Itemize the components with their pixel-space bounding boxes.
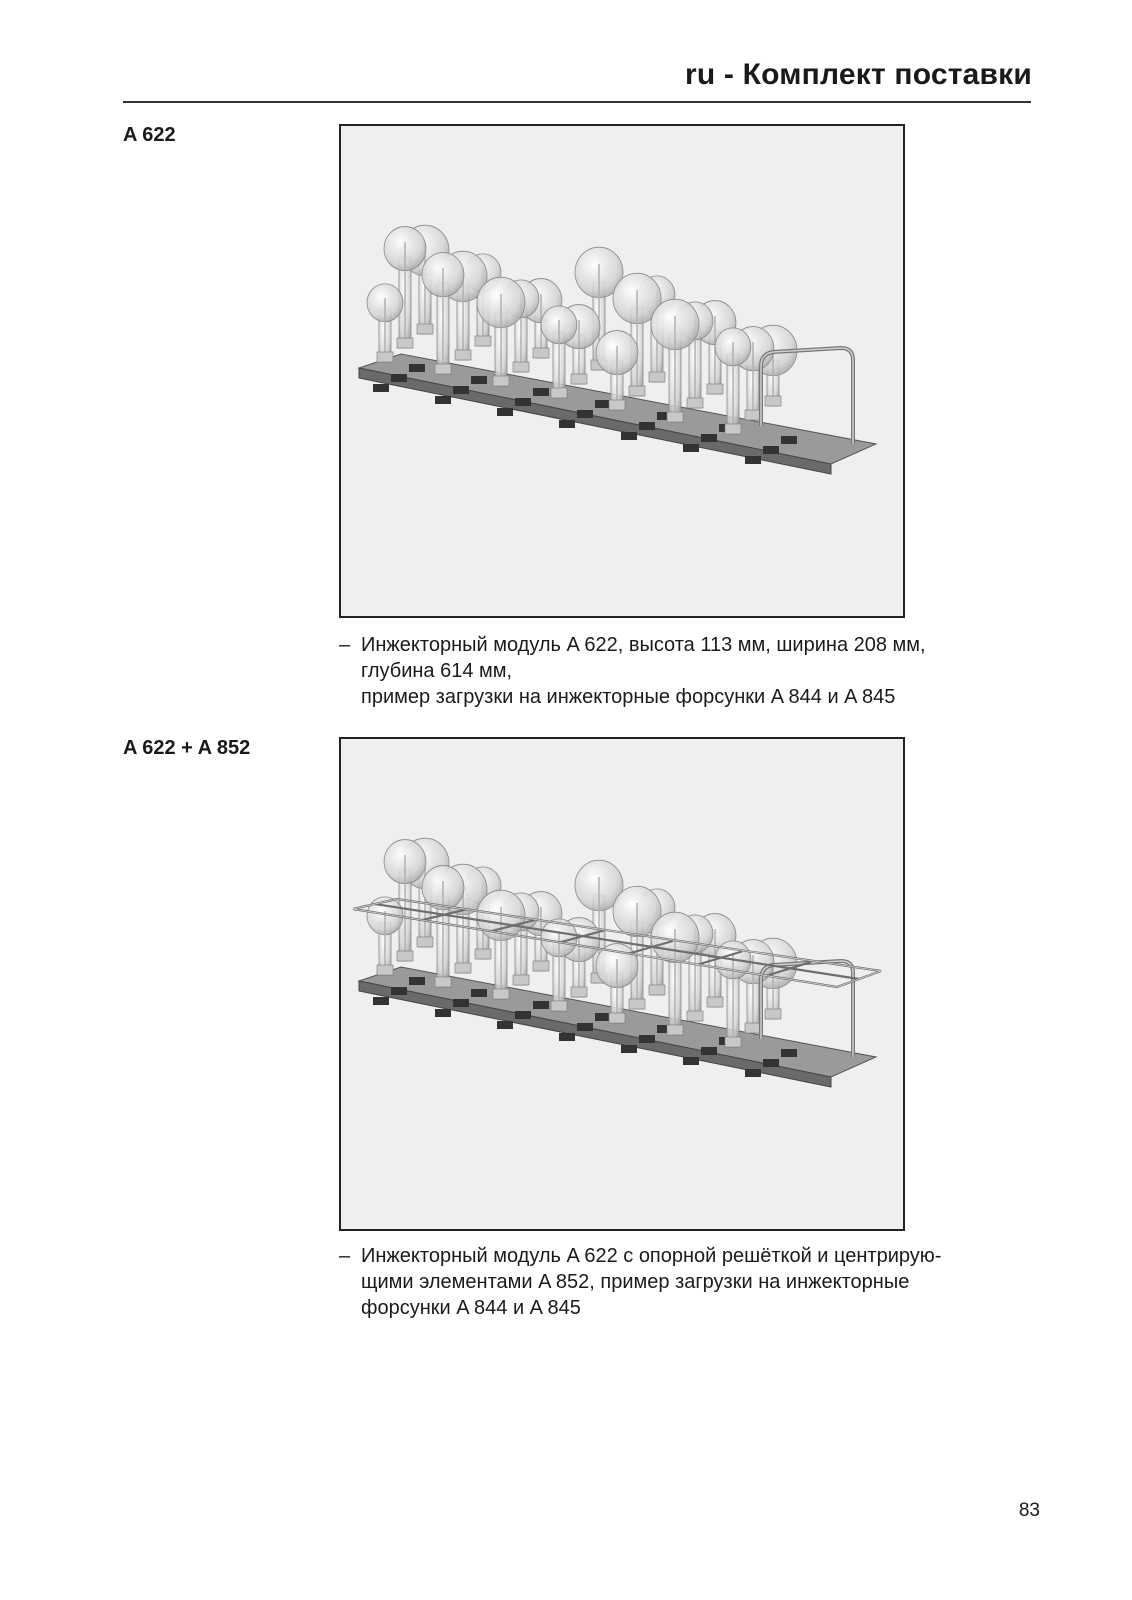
nozzle-foot (497, 408, 513, 416)
nozzle-foot (639, 422, 655, 430)
nozzle-foot (781, 1049, 797, 1057)
nozzle-foot (763, 1059, 779, 1067)
nozzle-foot (683, 444, 699, 452)
nozzle-foot (471, 989, 487, 997)
nozzle-foot (621, 432, 637, 440)
nozzle-foot (763, 446, 779, 454)
caption-a622 (339, 632, 1039, 710)
nozzle-foot (559, 1033, 575, 1041)
nozzle-foot (595, 1013, 611, 1021)
nozzle-foot (435, 396, 451, 404)
page-header-title: ru - Комплект поставки (684, 58, 1032, 91)
nozzle-foot (435, 1009, 451, 1017)
nozzle-foot (471, 376, 487, 384)
nozzle-foot (391, 987, 407, 995)
nozzle-foot (621, 1045, 637, 1053)
caption-line: глубина 614 мм, (361, 660, 513, 682)
section-label-a622-a852: A 622 + A 852 (123, 737, 251, 759)
nozzle-foot (745, 456, 761, 464)
nozzle-foot (781, 436, 797, 444)
nozzle-foot (639, 1035, 655, 1043)
nozzle-foot (745, 1069, 761, 1077)
section-label-a622: A 622 (123, 124, 176, 146)
caption-line: пример загрузки на инжекторные форсунки A 844 и A 845 (361, 686, 896, 708)
nozzle-foot (409, 977, 425, 985)
page-number: 83 (1018, 1500, 1040, 1521)
caption-line: форсунки A 844 и A 845 (361, 1297, 581, 1319)
nozzle-foot (683, 1057, 699, 1065)
figure-a622-a852-injector-module (339, 737, 905, 1231)
caption-line: Инжекторный модуль A 622, высота 113 мм, ширина 208 мм, (361, 634, 926, 656)
nozzle-foot (373, 384, 389, 392)
nozzle-foot (533, 388, 549, 396)
nozzle-foot (409, 364, 425, 372)
nozzle-foot (515, 398, 531, 406)
nozzle-foot (515, 1011, 531, 1019)
nozzle-foot (373, 997, 389, 1005)
nozzle-foot (559, 420, 575, 428)
nozzle-foot (497, 1021, 513, 1029)
caption-line: Инжекторный модуль A 622 с опорной решёткой и центрирую- (361, 1245, 942, 1267)
nozzle-foot (577, 1023, 593, 1031)
caption-dash: – (339, 1245, 351, 1267)
caption-a622-a852 (339, 1243, 1039, 1321)
nozzle-foot (595, 400, 611, 408)
nozzle-foot (577, 410, 593, 418)
nozzle-foot (453, 999, 469, 1007)
glass-flask (367, 284, 403, 362)
figure-a622-injector-module (339, 124, 905, 618)
nozzle-foot (533, 1001, 549, 1009)
nozzle-foot (701, 1047, 717, 1055)
nozzle-foot (453, 386, 469, 394)
caption-dash: – (339, 634, 351, 656)
nozzle-foot (701, 434, 717, 442)
header-divider (123, 101, 1031, 103)
injector-module-illustration (341, 126, 903, 616)
caption-line: щими элементами A 852, пример загрузки на инжекторные (361, 1271, 910, 1293)
nozzle-foot (391, 374, 407, 382)
injector-module-with-grid-illustration (341, 739, 903, 1229)
